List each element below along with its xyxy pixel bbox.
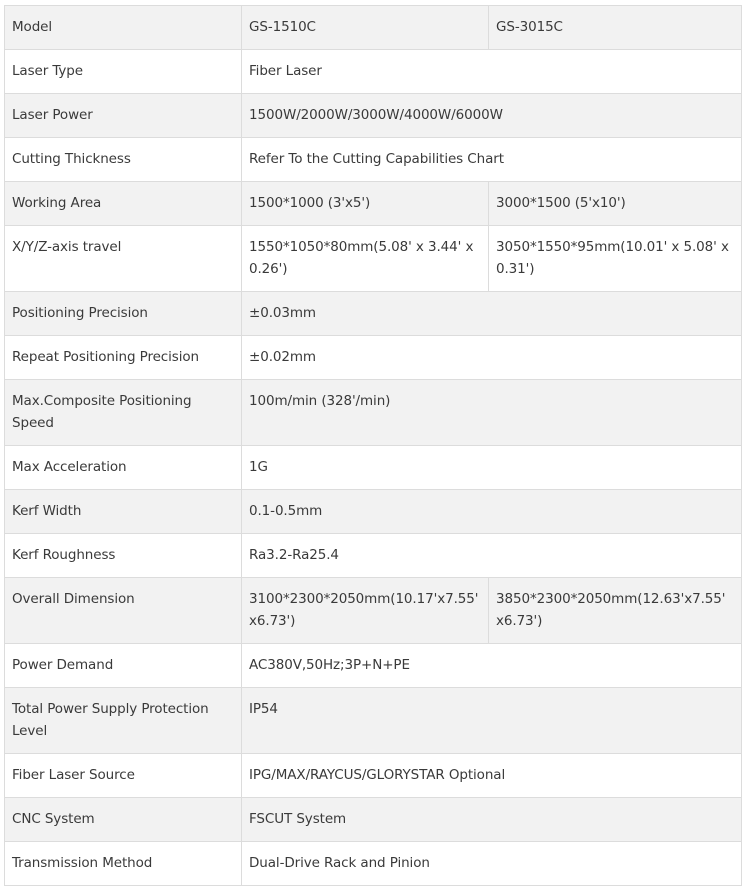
row-label: Cutting Thickness [5, 138, 242, 182]
row-label: Working Area [5, 182, 242, 226]
table-row [5, 578, 742, 644]
table-row [5, 644, 742, 688]
row-label: Kerf Width [5, 490, 242, 534]
table-row [5, 182, 742, 226]
row-value: IP54 [242, 688, 742, 754]
row-label: Overall Dimension [5, 578, 242, 644]
spec-table-container [4, 5, 742, 886]
table-row [5, 336, 742, 380]
table-row [5, 754, 742, 798]
row-value: FSCUT System [242, 798, 742, 842]
row-label: X/Y/Z-axis travel [5, 226, 242, 292]
value-gs-1510c: 3100*2300*2050mm(10.17'x7.55' x6.73') [242, 578, 489, 644]
table-row [5, 292, 742, 336]
row-value: Dual-Drive Rack and Pinion [242, 842, 742, 886]
row-value: 0.1-0.5mm [242, 490, 742, 534]
table-row [5, 380, 742, 446]
value-gs-1510c: 1500*1000 (3'x5') [242, 182, 489, 226]
row-value: 100m/min (328'/min) [242, 380, 742, 446]
value-gs-3015c: GS-3015C [489, 6, 742, 50]
table-row [5, 842, 742, 886]
value-gs-3015c: 3000*1500 (5'x10') [489, 182, 742, 226]
spec-table [4, 5, 742, 886]
row-value: 1G [242, 446, 742, 490]
row-value: Fiber Laser [242, 50, 742, 94]
table-row [5, 226, 742, 292]
value-gs-1510c: 1550*1050*80mm(5.08' x 3.44' x 0.26') [242, 226, 489, 292]
row-value: 1500W/2000W/3000W/4000W/6000W [242, 94, 742, 138]
table-row [5, 6, 742, 50]
table-row [5, 490, 742, 534]
row-label: Total Power Supply Protection Level [5, 688, 242, 754]
table-row [5, 688, 742, 754]
value-gs-3015c: 3850*2300*2050mm(12.63'x7.55' x6.73') [489, 578, 742, 644]
row-label: CNC System [5, 798, 242, 842]
row-value: ±0.03mm [242, 292, 742, 336]
row-label: Positioning Precision [5, 292, 242, 336]
row-label: Fiber Laser Source [5, 754, 242, 798]
row-value: IPG/MAX/RAYCUS/GLORYSTAR Optional [242, 754, 742, 798]
table-row [5, 446, 742, 490]
table-row [5, 94, 742, 138]
row-label: Laser Power [5, 94, 242, 138]
row-value: AC380V,50Hz;3P+N+PE [242, 644, 742, 688]
value-gs-3015c: 3050*1550*95mm(10.01' x 5.08' x 0.31') [489, 226, 742, 292]
row-label: Transmission Method [5, 842, 242, 886]
row-label: Model [5, 6, 242, 50]
row-label: Repeat Positioning Precision [5, 336, 242, 380]
row-value: Ra3.2-Ra25.4 [242, 534, 742, 578]
table-row [5, 138, 742, 182]
table-row [5, 50, 742, 94]
row-value: Refer To the Cutting Capabilities Chart [242, 138, 742, 182]
table-row [5, 798, 742, 842]
table-row [5, 534, 742, 578]
row-label: Kerf Roughness [5, 534, 242, 578]
row-label: Power Demand [5, 644, 242, 688]
row-label: Max.Composite Positioning Speed [5, 380, 242, 446]
row-value: ±0.02mm [242, 336, 742, 380]
value-gs-1510c: GS-1510C [242, 6, 489, 50]
row-label: Max Acceleration [5, 446, 242, 490]
row-label: Laser Type [5, 50, 242, 94]
